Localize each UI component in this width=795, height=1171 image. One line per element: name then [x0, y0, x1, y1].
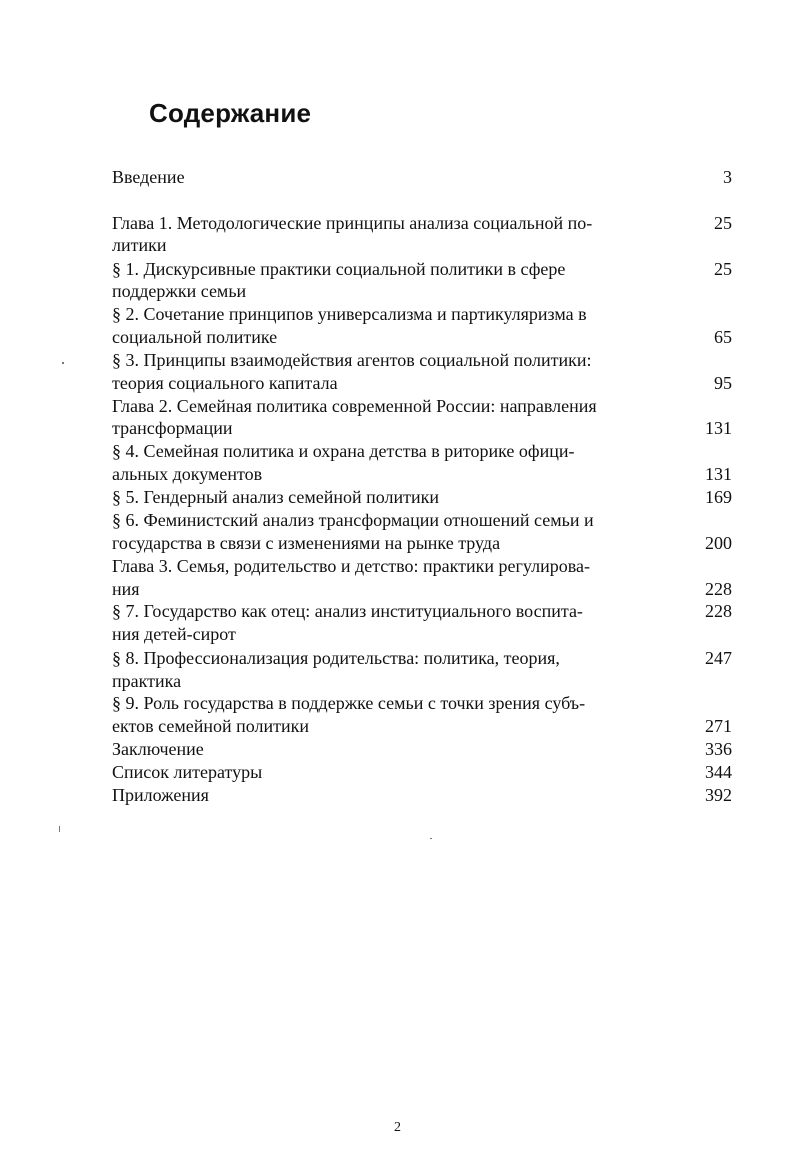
toc-entry-appendices: Приложения: [112, 785, 209, 805]
toc-page-section-4: 131: [705, 464, 732, 484]
toc-entry-section-6-line-2: государства в связи с изменениями на рынке труда: [112, 533, 501, 553]
toc-page-section-8: 247: [705, 648, 732, 668]
toc-entry-bibliography: Список литературы: [112, 762, 263, 782]
toc-page-appendices: 392: [705, 785, 732, 805]
toc-entry-conclusion: Заключение: [112, 739, 204, 759]
toc-entry-chapter-1-line-2: литики: [112, 235, 167, 255]
toc-page-conclusion: 336: [705, 739, 732, 759]
page-number: 2: [394, 1120, 401, 1135]
page-title: Содержание: [149, 98, 312, 128]
scan-speck: [430, 838, 432, 839]
scan-speck: [59, 826, 60, 832]
toc-entry-section-3-line-1: § 3. Принципы взаимодействия агентов социальной политики:: [112, 350, 592, 370]
toc-entry-section-8-line-1: § 8. Профессионализация родительства: политика, теория,: [112, 648, 560, 668]
toc-page-intro: 3: [723, 167, 732, 187]
toc-entry-section-1-line-2: поддержки семьи: [112, 281, 247, 301]
toc-entry-section-7-line-1: § 7. Государство как отец: анализ институциального воспита-: [112, 601, 583, 621]
toc-page-section-5: 169: [705, 487, 732, 507]
toc-entry-chapter-3-line-1: Глава 3. Семья, родительство и детство: практики регулирова-: [112, 556, 590, 576]
toc-entry-section-7-line-2: ния детей-сирот: [112, 624, 236, 644]
toc-entry-section-9-line-2: ектов семейной политики: [112, 716, 309, 736]
toc-entry-section-5: § 5. Гендерный анализ семейной политики: [112, 487, 440, 507]
toc-page-section-9: 271: [705, 716, 732, 736]
toc-page-chapter-3: 228: [705, 579, 732, 599]
toc-page-section-1: 25: [714, 259, 732, 279]
toc-entry-chapter-2-line-1: Глава 2. Семейная политика современной России: направления: [112, 396, 597, 416]
toc-entry-section-2-line-2: социальной политике: [112, 327, 278, 347]
toc-entry-section-9-line-1: § 9. Роль государства в поддержке семьи с точки зрения субъ-: [112, 693, 586, 713]
scan-speck: [62, 362, 64, 364]
toc-page-section-3: 95: [714, 373, 732, 393]
toc-page-bibliography: 344: [705, 762, 732, 782]
toc-entry-section-2-line-1: § 2. Сочетание принципов универсализма и партикуляризма в: [112, 304, 587, 324]
toc-page-chapter-2: 131: [705, 418, 732, 438]
toc-entry-chapter-1-line-1: Глава 1. Методологические принципы анализа социальной по-: [112, 213, 593, 233]
toc-page-section-7: 228: [705, 601, 732, 621]
toc-entry-section-8-line-2: практика: [112, 671, 182, 691]
toc-entry-section-1-line-1: § 1. Дискурсивные практики социальной политики в сфере: [112, 259, 566, 279]
toc-entry-chapter-2-line-2: трансформации: [112, 418, 233, 438]
toc-entry-chapter-3-line-2: ния: [112, 579, 140, 599]
toc-entry-section-3-line-2: теория социального капитала: [112, 373, 338, 393]
toc-page-section-6: 200: [705, 533, 732, 553]
toc-entry-section-6-line-1: § 6. Феминистский анализ трансформации отношений семьи и: [112, 510, 594, 530]
toc-entry-intro: Введение: [112, 167, 185, 187]
toc-entry-section-4-line-2: альных документов: [112, 464, 263, 484]
toc-page-section-2: 65: [714, 327, 732, 347]
toc-entry-section-4-line-1: § 4. Семейная политика и охрана детства в риторике офици-: [112, 441, 575, 461]
toc-page-chapter-1: 25: [714, 213, 732, 233]
